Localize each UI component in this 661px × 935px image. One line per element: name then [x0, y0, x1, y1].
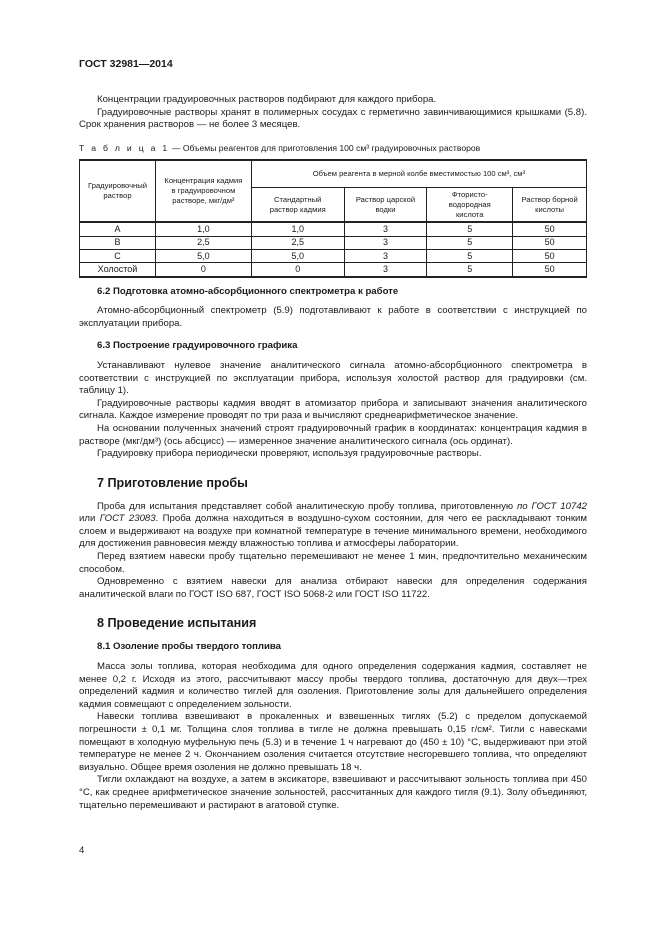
section-8-1-title: 8.1 Озоление пробы твердого топлива — [97, 641, 282, 653]
reagent-volume-table — [79, 159, 587, 277]
col-header-concentration: Концентрация кадмия в градуировочном растворе, мкг/дм³ — [155, 160, 251, 222]
col-header-solution: Градуировочный раствор — [80, 160, 156, 222]
table-caption: Т а б л и ц а 1 — Объемы реагентов для приготовления 100 см³ градуировочных растворов — [79, 142, 481, 153]
paragraph: Одновременно с взятием навески для анализа отбирают навески для определения содержания аналитической влаги по ГОСТ ISO 687, ГОСТ ISO 5068-2 или ГОСТ ISO 11722. — [79, 576, 587, 600]
paragraph: Масса золы топлива, которая необходима для одного определения содержания кадмия, составляет не менее 0,2 г. Исходя из этого, рассчитывают массу пробы твердого топлива, достаточную для двух—трех определений кадмия и количество тиглей для озоления. Приготовление золы для дальнейшего определения кадмия совмещают с определением зольности. — [79, 661, 587, 710]
paragraph: Проба для испытания представляет собой аналитическую пробу топлива, приготовленную по ГОСТ 10742 или ГОСТ 23083. Проба должна находиться в воздушно-сухом состоянии, для чего ее раскладывают тонким слоем и выдерживают на воздухе при комнатной температуре в течение минимального времени, необходимого для достижения равновесия между влажностью топлива и атмосферы лаборатории. — [79, 500, 587, 550]
paragraph: Градуировочные растворы хранят в полимерных сосудах с герметично завинчивающимися крышками (5.8). Срок хранения растворов — не более 3 месяцев. — [79, 106, 587, 131]
document-code: ГОСТ 32981—2014 — [79, 58, 173, 70]
paragraph: Тигли охлаждают на воздухе, а затем в эксикаторе, взвешивают и рассчитывают зольность топлива при 450 °С, как среднее арифметическое значение зольностей, рассчитанных для каждого тигля (9.1). Золу объединяют, тщательно перемешивают и растирают в агатовой ступке. — [79, 774, 587, 811]
paragraph: Устанавливают нулевое значение аналитического сигнала атомно-абсорбционного спектрометра в соответствии с инструкцией по эксплуатации прибора, используя холостой раствор для градуировки (см. таблицу 1). — [79, 359, 587, 397]
col-header-volume-group: Объем реагента в мерной колбе вместимостью 100 см³, см³ — [251, 160, 586, 188]
subcol-header: Стандартный раствор кадмия — [251, 188, 344, 223]
section-6-3-title: 6.3 Построение градуировочного графика — [97, 340, 298, 352]
paragraph: Атомно-абсорбционный спектрометр (5.9) подготавливают к работе в соответствии с инструкцией по эксплуатации прибора. — [79, 305, 587, 329]
table-row: B 2,5 2,5 3 5 50 — [80, 236, 587, 249]
paragraph: Градуировку прибора периодически проверяют, используя градуировочные растворы. — [97, 448, 482, 460]
table-row: A 1,0 1,0 3 5 50 — [80, 222, 587, 236]
section-6-2-title: 6.2 Подготовка атомно-абсорбционного спектрометра к работе — [97, 285, 399, 297]
page-content — [79, 94, 587, 812]
table-row: Холостой 0 0 3 5 50 — [80, 263, 587, 277]
paragraph: На основании полученных значений строят градуировочный график в координатах: концентрация кадмия в растворе (мкг/дм³) (ось абсцисс) — измеренное значение аналитического сигнала (ось ординат). — [79, 422, 587, 447]
paragraph: Градуировочные растворы кадмия вводят в атомизатор прибора и записывают значения аналитического сигнала. Каждое измерение проводят по три раза и вычисляют среднеарифметическое значение. — [79, 397, 587, 422]
paragraph: Навески топлива взвешивают в прокаленных и взвешенных тиглях (5.2) с пределом допускаемой погрешности ± 0,1 мг. Толщина слоя топлива в тигле не должна превышать 0,15 г/см². Тигли с навесками помещают в холодную муфельную печь (5.3) и в течение 1 ч нагревают до (450 ± 10) °С, выдерживают при этой температуре не менее 2 ч. Окончанием озоления считается отсутствие несгоревшего топлива, что определяют визуально. Общее время озоления не должно превышать 18 ч. — [79, 711, 587, 773]
paragraph: Концентрации градуировочных растворов подбирают для каждого прибора. — [97, 94, 437, 105]
paragraph: Перед взятием навески пробу тщательно перемешивают не менее 1 мин, предпочтительно механическим способом. — [79, 551, 587, 575]
subcol-header: Фтористо-водородная кислота — [427, 188, 513, 223]
page-number: 4 — [79, 845, 85, 856]
section-8-title: 8 Проведение испытания — [97, 616, 257, 631]
subcol-header: Раствор борной кислоты — [513, 188, 587, 223]
section-7-title: 7 Приготовление пробы — [97, 475, 248, 490]
table-row: C 5,0 5,0 3 5 50 — [80, 249, 587, 262]
subcol-header: Раствор царской водки — [344, 188, 427, 223]
